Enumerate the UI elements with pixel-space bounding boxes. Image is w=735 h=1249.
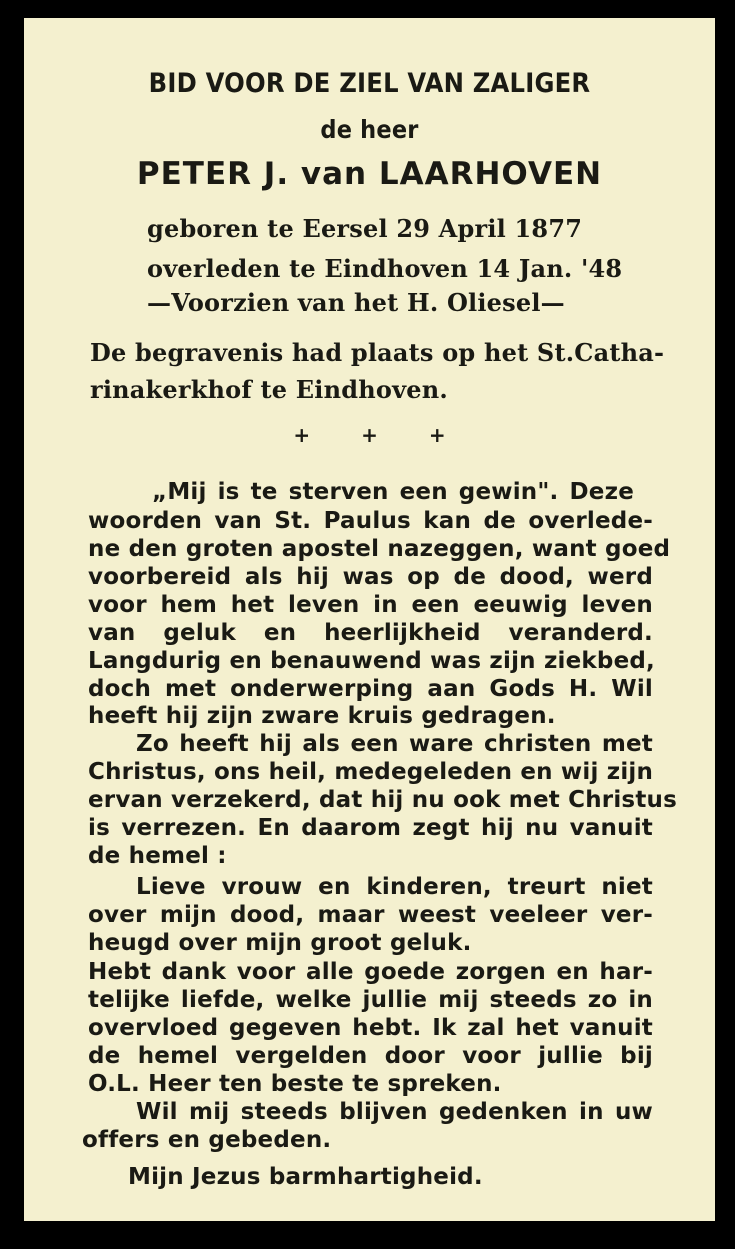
cross-divider: + + + [293, 423, 468, 447]
burial-line-1: De begravenis had plaats op het St.Catha- [90, 338, 665, 367]
death-line: overleden te Eindhoven 14 Jan. '48 [147, 254, 623, 283]
text-line-4: voorbereid als hij was op de dood, werd [88, 564, 653, 590]
text-line-11: Christus, ons heil, medegeleden en wij zijn [88, 759, 654, 785]
text-line-6: van geluk en heerlijkheid veranderd. [88, 620, 653, 646]
text-line-23: Wil mij steeds blijven gedenken in uw [136, 1099, 653, 1125]
text-line-16: over mijn dood, maar weest veeleer ver- [88, 902, 653, 928]
text-line-15: Lieve vrouw en kinderen, treurt niet [136, 874, 653, 900]
card-title: BID VOOR DE ZIEL VAN ZALIGER [148, 68, 591, 99]
memorial-card [24, 18, 715, 1221]
text-line-1: „Mij is te sterven een gewin". Deze [152, 479, 634, 505]
text-line-13: is verrezen. En daarom zegt hij nu vanuit [88, 815, 653, 841]
text-line-3: ne den groten apostel nazeggen, want goed [88, 536, 671, 562]
text-line-9: heeft hij zijn zware kruis gedragen. [88, 703, 556, 729]
text-line-7: Langdurig en benauwend was zijn ziekbed, [88, 648, 655, 674]
text-line-22: O.L. Heer ten beste te spreken. [88, 1071, 502, 1097]
closing-prayer: Mijn Jezus barmhartigheid. [128, 1164, 483, 1190]
text-line-18: Hebt dank voor alle goede zorgen en har- [88, 959, 653, 985]
text-line-14: de hemel : [88, 843, 227, 869]
birth-line: geboren te Eersel 29 April 1877 [147, 214, 583, 243]
text-line-17: heugd over mijn groot geluk. [88, 930, 472, 956]
text-line-21: de hemel vergelden door voor jullie bij [88, 1043, 653, 1069]
text-line-20: overvloed gegeven hebt. Ik zal het vanuit [88, 1015, 653, 1041]
text-line-24: offers en gebeden. [82, 1127, 332, 1153]
text-line-2: woorden van St. Paulus kan de overlede- [88, 508, 653, 534]
sacrament-line: —Voorzien van het H. Oliesel— [147, 288, 565, 317]
text-line-10: Zo heeft hij als een ware christen met [136, 731, 653, 757]
text-line-12: ervan verzekerd, dat hij nu ook met Christus [88, 787, 677, 813]
text-line-19: telijke liefde, welke jullie mij steeds zo in [88, 987, 653, 1013]
honorific: de heer [320, 115, 419, 144]
burial-line-2: rinakerkhof te Eindhoven. [90, 375, 448, 404]
text-line-5: voor hem het leven in een eeuwig leven [88, 592, 653, 618]
deceased-name: PETER J. van LAARHOVEN [136, 156, 603, 192]
text-line-8: doch met onderwerping aan Gods H. Wil [88, 676, 653, 702]
